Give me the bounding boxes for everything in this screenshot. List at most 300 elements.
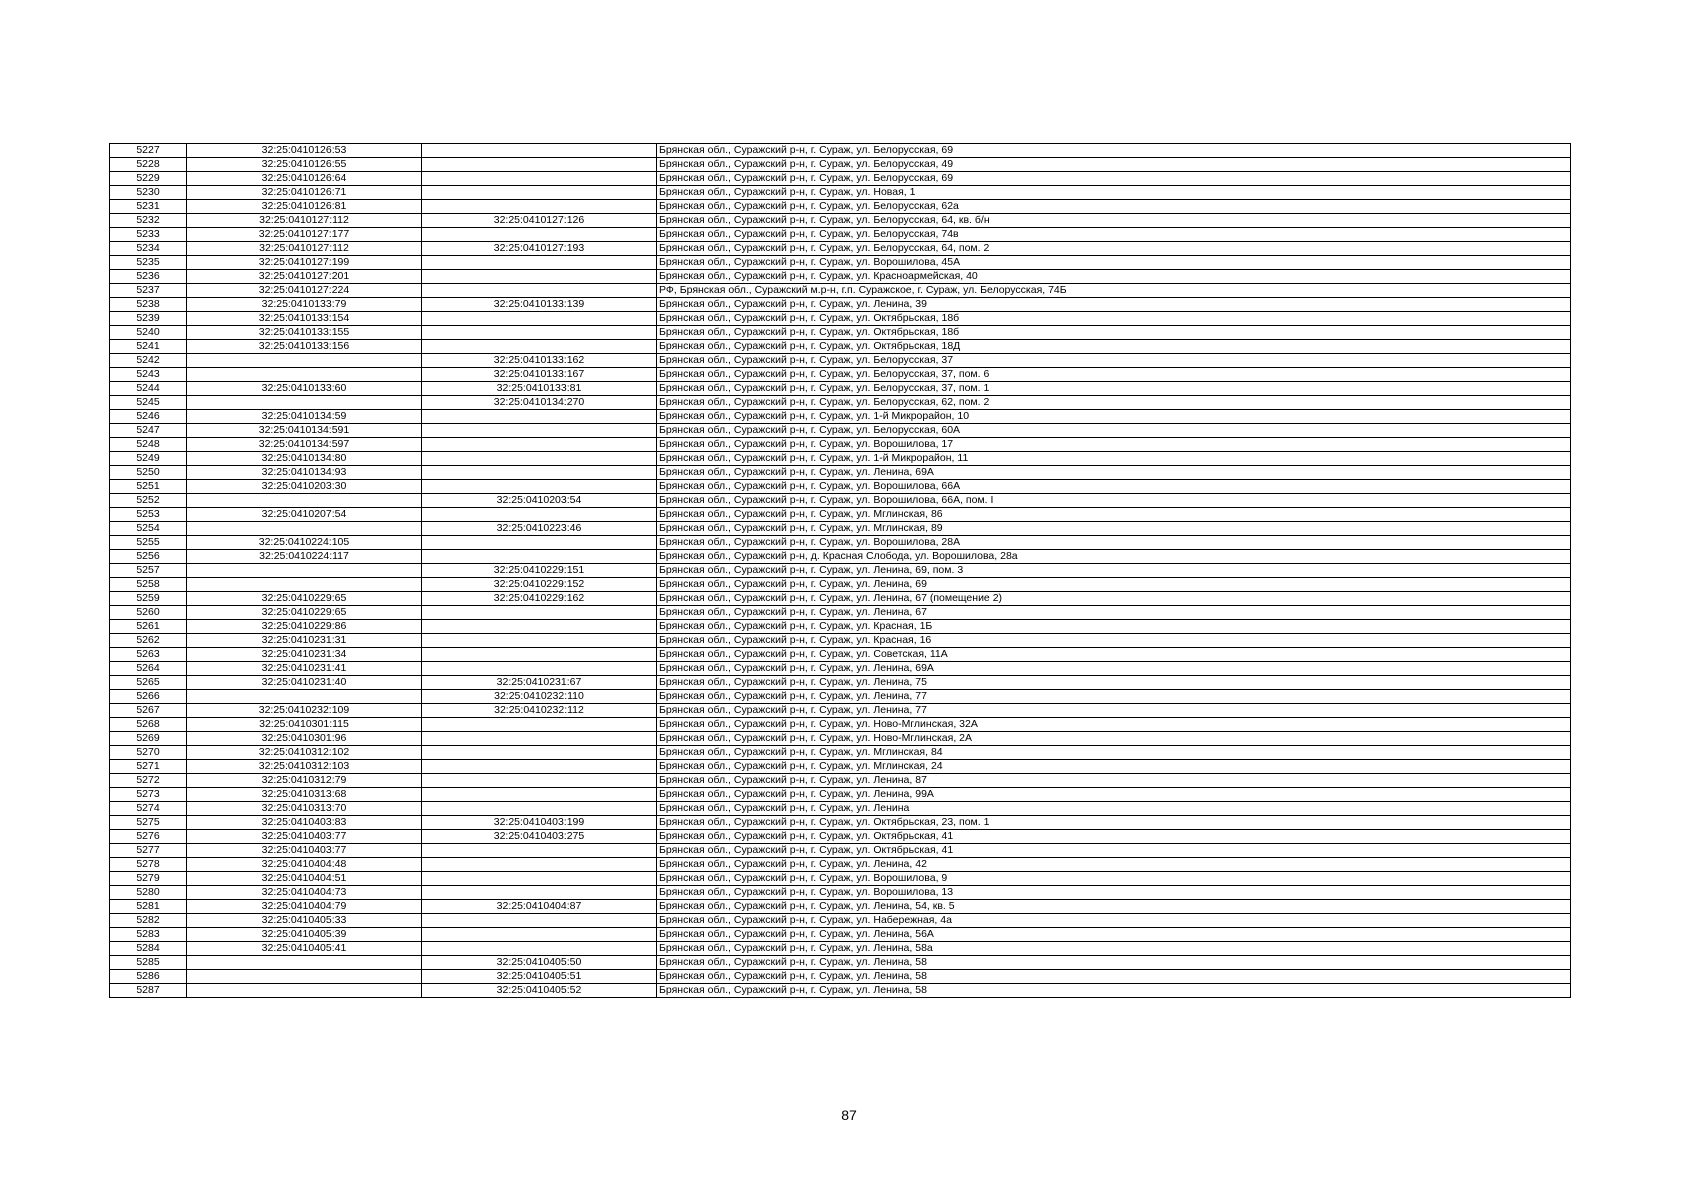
row-number-cell: 5252 xyxy=(110,494,187,508)
row-number-cell: 5234 xyxy=(110,242,187,256)
cadastral-number-cell xyxy=(187,578,422,592)
row-number-cell: 5264 xyxy=(110,662,187,676)
row-number-cell: 5230 xyxy=(110,186,187,200)
table-row xyxy=(110,158,1571,172)
row-number-cell: 5229 xyxy=(110,172,187,186)
table-row xyxy=(110,564,1571,578)
cadastral-number-cell: 32:25:0410405:41 xyxy=(187,942,422,956)
row-number-cell: 5228 xyxy=(110,158,187,172)
cadastral-number-cell: 32:25:0410133:156 xyxy=(187,340,422,354)
address-cell: Брянская обл., Суражский р-н, г. Сураж, ул. Белорусская, 64, кв. б/н xyxy=(657,214,1571,228)
cadastral-number-cell: 32:25:0410127:201 xyxy=(187,270,422,284)
cadastral-number-cell: 32:25:0410231:34 xyxy=(187,648,422,662)
address-cell: Брянская обл., Суражский р-н, г. Сураж, ул. Ленина, 69А xyxy=(657,662,1571,676)
table-row xyxy=(110,578,1571,592)
row-number-cell: 5251 xyxy=(110,480,187,494)
cadastral-number-cell: 32:25:0410127:199 xyxy=(187,256,422,270)
address-cell: Брянская обл., Суражский р-н, г. Сураж, ул. Ворошилова, 13 xyxy=(657,886,1571,900)
address-cell: Брянская обл., Суражский р-н, г. Сураж, ул. Красная, 16 xyxy=(657,634,1571,648)
row-number-cell: 5271 xyxy=(110,760,187,774)
related-cadastral-number-cell xyxy=(422,466,657,480)
address-cell: Брянская обл., Суражский р-н, г. Сураж, ул. Советская, 11А xyxy=(657,648,1571,662)
table-row xyxy=(110,620,1571,634)
row-number-cell: 5250 xyxy=(110,466,187,480)
table-row xyxy=(110,956,1571,970)
address-cell: Брянская обл., Суражский р-н, г. Сураж, ул. Белорусская, 69 xyxy=(657,172,1571,186)
related-cadastral-number-cell xyxy=(422,928,657,942)
cadastral-number-cell: 32:25:0410313:68 xyxy=(187,788,422,802)
related-cadastral-number-cell xyxy=(422,606,657,620)
related-cadastral-number-cell xyxy=(422,620,657,634)
row-number-cell: 5231 xyxy=(110,200,187,214)
address-cell: Брянская обл., Суражский р-н, г. Сураж, ул. Ленина, 77 xyxy=(657,690,1571,704)
related-cadastral-number-cell xyxy=(422,942,657,956)
table-row xyxy=(110,634,1571,648)
address-cell: Брянская обл., Суражский р-н, г. Сураж, ул. Белорусская, 74в xyxy=(657,228,1571,242)
table-row xyxy=(110,774,1571,788)
row-number-cell: 5236 xyxy=(110,270,187,284)
row-number-cell: 5280 xyxy=(110,886,187,900)
table-row xyxy=(110,900,1571,914)
table-row xyxy=(110,228,1571,242)
table-row xyxy=(110,480,1571,494)
related-cadastral-number-cell xyxy=(422,718,657,732)
table-row xyxy=(110,368,1571,382)
address-cell: Брянская обл., Суражский р-н, г. Сураж, ул. Белорусская, 64, пом. 2 xyxy=(657,242,1571,256)
table-row xyxy=(110,704,1571,718)
related-cadastral-number-cell xyxy=(422,340,657,354)
cadastral-number-cell: 32:25:0410224:117 xyxy=(187,550,422,564)
address-cell: Брянская обл., Суражский р-н, г. Сураж, ул. Белорусская, 37 xyxy=(657,354,1571,368)
related-cadastral-number-cell xyxy=(422,452,657,466)
row-number-cell: 5269 xyxy=(110,732,187,746)
table-row xyxy=(110,746,1571,760)
row-number-cell: 5243 xyxy=(110,368,187,382)
cadastral-number-cell: 32:25:0410313:70 xyxy=(187,802,422,816)
row-number-cell: 5239 xyxy=(110,312,187,326)
address-cell: Брянская обл., Суражский р-н, г. Сураж, ул. Октябрьская, 18Д xyxy=(657,340,1571,354)
cadastral-number-cell: 32:25:0410232:109 xyxy=(187,704,422,718)
address-cell: Брянская обл., Суражский р-н, г. Сураж, ул. Октябрьская, 41 xyxy=(657,830,1571,844)
row-number-cell: 5275 xyxy=(110,816,187,830)
address-cell: Брянская обл., Суражский р-н, г. Сураж, ул. Ленина, 99А xyxy=(657,788,1571,802)
cadastral-number-cell xyxy=(187,984,422,998)
related-cadastral-number-cell xyxy=(422,424,657,438)
related-cadastral-number-cell: 32:25:0410231:67 xyxy=(422,676,657,690)
row-number-cell: 5268 xyxy=(110,718,187,732)
row-number-cell: 5247 xyxy=(110,424,187,438)
related-cadastral-number-cell: 32:25:0410403:275 xyxy=(422,830,657,844)
row-number-cell: 5267 xyxy=(110,704,187,718)
table-row xyxy=(110,788,1571,802)
cadastral-number-cell: 32:25:0410405:33 xyxy=(187,914,422,928)
table-row xyxy=(110,312,1571,326)
table-row xyxy=(110,466,1571,480)
cadastral-number-cell: 32:25:0410229:65 xyxy=(187,592,422,606)
address-cell: Брянская обл., Суражский р-н, г. Сураж, ул. Набережная, 4а xyxy=(657,914,1571,928)
address-cell: Брянская обл., Суражский р-н, г. Сураж, ул. Красная, 1Б xyxy=(657,620,1571,634)
cadastral-number-cell: 32:25:0410231:40 xyxy=(187,676,422,690)
table-row xyxy=(110,970,1571,984)
related-cadastral-number-cell xyxy=(422,634,657,648)
table-row xyxy=(110,592,1571,606)
cadastral-number-cell: 32:25:0410133:60 xyxy=(187,382,422,396)
table-row xyxy=(110,802,1571,816)
table-row xyxy=(110,242,1571,256)
address-cell: Брянская обл., Суражский р-н, г. Сураж, ул. 1-й Микрорайон, 11 xyxy=(657,452,1571,466)
table-row xyxy=(110,144,1571,158)
cadastral-number-cell: 32:25:0410224:105 xyxy=(187,536,422,550)
cadastral-number-cell: 32:25:0410126:55 xyxy=(187,158,422,172)
address-cell: Брянская обл., Суражский р-н, г. Сураж, ул. Белорусская, 37, пом. 1 xyxy=(657,382,1571,396)
address-cell: Брянская обл., Суражский р-н, г. Сураж, ул. Ворошилова, 28А xyxy=(657,536,1571,550)
row-number-cell: 5284 xyxy=(110,942,187,956)
cadastral-number-cell: 32:25:0410405:39 xyxy=(187,928,422,942)
related-cadastral-number-cell xyxy=(422,732,657,746)
address-cell: Брянская обл., Суражский р-н, г. Сураж, ул. Ленина, 58а xyxy=(657,942,1571,956)
row-number-cell: 5273 xyxy=(110,788,187,802)
related-cadastral-number-cell xyxy=(422,186,657,200)
cadastral-number-cell xyxy=(187,522,422,536)
related-cadastral-number-cell xyxy=(422,858,657,872)
related-cadastral-number-cell: 32:25:0410134:270 xyxy=(422,396,657,410)
row-number-cell: 5265 xyxy=(110,676,187,690)
row-number-cell: 5259 xyxy=(110,592,187,606)
cadastral-number-cell xyxy=(187,690,422,704)
related-cadastral-number-cell xyxy=(422,144,657,158)
related-cadastral-number-cell xyxy=(422,312,657,326)
row-number-cell: 5263 xyxy=(110,648,187,662)
row-number-cell: 5235 xyxy=(110,256,187,270)
related-cadastral-number-cell xyxy=(422,172,657,186)
cadastral-number-cell: 32:25:0410404:48 xyxy=(187,858,422,872)
address-cell: Брянская обл., Суражский р-н, г. Сураж, ул. Мглинская, 24 xyxy=(657,760,1571,774)
row-number-cell: 5283 xyxy=(110,928,187,942)
table-row xyxy=(110,186,1571,200)
row-number-cell: 5276 xyxy=(110,830,187,844)
related-cadastral-number-cell xyxy=(422,158,657,172)
cadastral-number-cell: 32:25:0410207:54 xyxy=(187,508,422,522)
address-cell: Брянская обл., Суражский р-н, г. Сураж, ул. Ленина, 69, пом. 3 xyxy=(657,564,1571,578)
row-number-cell: 5255 xyxy=(110,536,187,550)
data-table xyxy=(109,143,1571,998)
row-number-cell: 5260 xyxy=(110,606,187,620)
table-row xyxy=(110,522,1571,536)
address-cell: Брянская обл., Суражский р-н, г. Сураж, ул. Ленина, 58 xyxy=(657,970,1571,984)
table-row xyxy=(110,214,1571,228)
cadastral-number-cell: 32:25:0410134:80 xyxy=(187,452,422,466)
table-body xyxy=(110,144,1571,998)
address-cell: Брянская обл., Суражский р-н, г. Сураж, ул. Белорусская, 60А xyxy=(657,424,1571,438)
address-cell: Брянская обл., Суражский р-н, г. Сураж, ул. Белорусская, 37, пом. 6 xyxy=(657,368,1571,382)
related-cadastral-number-cell: 32:25:0410133:162 xyxy=(422,354,657,368)
address-cell: Брянская обл., Суражский р-н, г. Сураж, ул. Ново-Мглинская, 2А xyxy=(657,732,1571,746)
related-cadastral-number-cell xyxy=(422,480,657,494)
related-cadastral-number-cell: 32:25:0410229:162 xyxy=(422,592,657,606)
row-number-cell: 5256 xyxy=(110,550,187,564)
table-row xyxy=(110,200,1571,214)
related-cadastral-number-cell: 32:25:0410127:126 xyxy=(422,214,657,228)
row-number-cell: 5258 xyxy=(110,578,187,592)
related-cadastral-number-cell xyxy=(422,886,657,900)
row-number-cell: 5249 xyxy=(110,452,187,466)
cadastral-number-cell: 32:25:0410404:51 xyxy=(187,872,422,886)
address-cell: Брянская обл., Суражский р-н, г. Сураж, ул. Белорусская, 49 xyxy=(657,158,1571,172)
table-row xyxy=(110,396,1571,410)
cadastral-number-cell: 32:25:0410403:83 xyxy=(187,816,422,830)
table-row xyxy=(110,172,1571,186)
row-number-cell: 5242 xyxy=(110,354,187,368)
table-row xyxy=(110,494,1571,508)
related-cadastral-number-cell xyxy=(422,788,657,802)
related-cadastral-number-cell xyxy=(422,774,657,788)
address-cell: Брянская обл., Суражский р-н, г. Сураж, ул. Ленина xyxy=(657,802,1571,816)
related-cadastral-number-cell: 32:25:0410223:46 xyxy=(422,522,657,536)
cadastral-number-cell xyxy=(187,396,422,410)
cadastral-number-cell: 32:25:0410134:597 xyxy=(187,438,422,452)
table-row xyxy=(110,718,1571,732)
row-number-cell: 5241 xyxy=(110,340,187,354)
address-cell: Брянская обл., Суражский р-н, г. Сураж, ул. Белорусская, 62, пом. 2 xyxy=(657,396,1571,410)
related-cadastral-number-cell xyxy=(422,844,657,858)
row-number-cell: 5232 xyxy=(110,214,187,228)
row-number-cell: 5272 xyxy=(110,774,187,788)
cadastral-number-cell: 32:25:0410231:31 xyxy=(187,634,422,648)
row-number-cell: 5279 xyxy=(110,872,187,886)
table-row xyxy=(110,438,1571,452)
row-number-cell: 5253 xyxy=(110,508,187,522)
related-cadastral-number-cell xyxy=(422,326,657,340)
address-cell: Брянская обл., Суражский р-н, г. Сураж, ул. Красноармейская, 40 xyxy=(657,270,1571,284)
table-row xyxy=(110,928,1571,942)
cadastral-number-cell xyxy=(187,354,422,368)
table-row xyxy=(110,256,1571,270)
row-number-cell: 5285 xyxy=(110,956,187,970)
related-cadastral-number-cell: 32:25:0410203:54 xyxy=(422,494,657,508)
address-cell: Брянская обл., Суражский р-н, г. Сураж, ул. Ворошилова, 66А xyxy=(657,480,1571,494)
page-number: 87 xyxy=(841,1107,857,1123)
cadastral-number-cell: 32:25:0410126:71 xyxy=(187,186,422,200)
table-row xyxy=(110,732,1571,746)
address-cell: Брянская обл., Суражский р-н, г. Сураж, ул. Ленина, 58 xyxy=(657,984,1571,998)
related-cadastral-number-cell xyxy=(422,802,657,816)
cadastral-number-cell: 32:25:0410229:86 xyxy=(187,620,422,634)
address-cell: Брянская обл., Суражский р-н, г. Сураж, ул. Октябрьская, 23, пом. 1 xyxy=(657,816,1571,830)
address-cell: РФ, Брянская обл., Суражский м.р-н, г.п. Суражское, г. Сураж, ул. Белорусская, 74Б xyxy=(657,284,1571,298)
cadastral-number-cell: 32:25:0410403:77 xyxy=(187,830,422,844)
address-cell: Брянская обл., Суражский р-н, г. Сураж, ул. Мглинская, 89 xyxy=(657,522,1571,536)
related-cadastral-number-cell: 32:25:0410229:151 xyxy=(422,564,657,578)
address-cell: Брянская обл., Суражский р-н, г. Сураж, ул. Ленина, 69А xyxy=(657,466,1571,480)
related-cadastral-number-cell: 32:25:0410133:81 xyxy=(422,382,657,396)
related-cadastral-number-cell xyxy=(422,256,657,270)
related-cadastral-number-cell xyxy=(422,508,657,522)
row-number-cell: 5238 xyxy=(110,298,187,312)
table-row xyxy=(110,354,1571,368)
related-cadastral-number-cell: 32:25:0410133:139 xyxy=(422,298,657,312)
row-number-cell: 5240 xyxy=(110,326,187,340)
table-row xyxy=(110,942,1571,956)
related-cadastral-number-cell xyxy=(422,410,657,424)
related-cadastral-number-cell xyxy=(422,200,657,214)
address-cell: Брянская обл., Суражский р-н, г. Сураж, ул. Белорусская, 62а xyxy=(657,200,1571,214)
cadastral-number-cell xyxy=(187,494,422,508)
address-cell: Брянская обл., Суражский р-н, г. Сураж, ул. 1-й Микрорайон, 10 xyxy=(657,410,1571,424)
cadastral-number-cell: 32:25:0410301:115 xyxy=(187,718,422,732)
cadastral-number-cell xyxy=(187,970,422,984)
table-row xyxy=(110,508,1571,522)
related-cadastral-number-cell: 32:25:0410133:167 xyxy=(422,368,657,382)
row-number-cell: 5257 xyxy=(110,564,187,578)
cadastral-number-cell xyxy=(187,564,422,578)
row-number-cell: 5233 xyxy=(110,228,187,242)
address-cell: Брянская обл., Суражский р-н, г. Сураж, ул. Ленина, 87 xyxy=(657,774,1571,788)
cadastral-number-cell: 32:25:0410134:59 xyxy=(187,410,422,424)
table-row xyxy=(110,606,1571,620)
row-number-cell: 5287 xyxy=(110,984,187,998)
table-row xyxy=(110,410,1571,424)
related-cadastral-number-cell xyxy=(422,228,657,242)
cadastral-number-cell: 32:25:0410134:591 xyxy=(187,424,422,438)
row-number-cell: 5281 xyxy=(110,900,187,914)
address-cell: Брянская обл., Суражский р-н, г. Сураж, ул. Октябрьская, 41 xyxy=(657,844,1571,858)
cadastral-number-cell: 32:25:0410134:93 xyxy=(187,466,422,480)
table-row xyxy=(110,830,1571,844)
address-cell: Брянская обл., Суражский р-н, г. Сураж, ул. Ленина, 56А xyxy=(657,928,1571,942)
address-cell: Брянская обл., Суражский р-н, г. Сураж, ул. Ново-Мглинская, 32А xyxy=(657,718,1571,732)
address-cell: Брянская обл., Суражский р-н, д. Красная Слобода, ул. Ворошилова, 28а xyxy=(657,550,1571,564)
related-cadastral-number-cell xyxy=(422,284,657,298)
cadastral-number-cell: 32:25:0410126:53 xyxy=(187,144,422,158)
related-cadastral-number-cell xyxy=(422,662,657,676)
table-row xyxy=(110,270,1571,284)
address-cell: Брянская обл., Суражский р-н, г. Сураж, ул. Ворошилова, 17 xyxy=(657,438,1571,452)
cadastral-number-cell: 32:25:0410301:96 xyxy=(187,732,422,746)
cadastral-number-cell: 32:25:0410133:154 xyxy=(187,312,422,326)
address-cell: Брянская обл., Суражский р-н, г. Сураж, ул. Ворошилова, 66А, пом. I xyxy=(657,494,1571,508)
table-row xyxy=(110,452,1571,466)
cadastral-number-cell: 32:25:0410229:65 xyxy=(187,606,422,620)
cadastral-number-cell: 32:25:0410203:30 xyxy=(187,480,422,494)
cadastral-number-cell: 32:25:0410312:102 xyxy=(187,746,422,760)
related-cadastral-number-cell xyxy=(422,438,657,452)
related-cadastral-number-cell xyxy=(422,536,657,550)
row-number-cell: 5244 xyxy=(110,382,187,396)
cadastral-number-cell: 32:25:0410126:81 xyxy=(187,200,422,214)
table-row xyxy=(110,648,1571,662)
table-row xyxy=(110,536,1571,550)
row-number-cell: 5282 xyxy=(110,914,187,928)
address-cell: Брянская обл., Суражский р-н, г. Сураж, ул. Ворошилова, 9 xyxy=(657,872,1571,886)
related-cadastral-number-cell: 32:25:0410229:152 xyxy=(422,578,657,592)
address-cell: Брянская обл., Суражский р-н, г. Сураж, ул. Ленина, 75 xyxy=(657,676,1571,690)
related-cadastral-number-cell xyxy=(422,760,657,774)
row-number-cell: 5270 xyxy=(110,746,187,760)
address-cell: Брянская обл., Суражский р-н, г. Сураж, ул. Ленина, 69 xyxy=(657,578,1571,592)
cadastral-number-cell xyxy=(187,956,422,970)
table-row xyxy=(110,382,1571,396)
address-cell: Брянская обл., Суражский р-н, г. Сураж, ул. Ленина, 58 xyxy=(657,956,1571,970)
row-number-cell: 5286 xyxy=(110,970,187,984)
address-cell: Брянская обл., Суражский р-н, г. Сураж, ул. Белорусская, 69 xyxy=(657,144,1571,158)
cadastral-number-cell: 32:25:0410126:64 xyxy=(187,172,422,186)
row-number-cell: 5266 xyxy=(110,690,187,704)
row-number-cell: 5262 xyxy=(110,634,187,648)
address-cell: Брянская обл., Суражский р-н, г. Сураж, ул. Ворошилова, 45А xyxy=(657,256,1571,270)
row-number-cell: 5278 xyxy=(110,858,187,872)
row-number-cell: 5254 xyxy=(110,522,187,536)
related-cadastral-number-cell xyxy=(422,270,657,284)
related-cadastral-number-cell xyxy=(422,914,657,928)
address-cell: Брянская обл., Суражский р-н, г. Сураж, ул. Октябрьская, 18б xyxy=(657,326,1571,340)
address-cell: Брянская обл., Суражский р-н, г. Сураж, ул. Ленина, 67 (помещение 2) xyxy=(657,592,1571,606)
row-number-cell: 5246 xyxy=(110,410,187,424)
table-row xyxy=(110,340,1571,354)
table-row xyxy=(110,676,1571,690)
related-cadastral-number-cell xyxy=(422,550,657,564)
row-number-cell: 5237 xyxy=(110,284,187,298)
row-number-cell: 5245 xyxy=(110,396,187,410)
table-row xyxy=(110,914,1571,928)
related-cadastral-number-cell xyxy=(422,872,657,886)
related-cadastral-number-cell: 32:25:0410405:52 xyxy=(422,984,657,998)
address-cell: Брянская обл., Суражский р-н, г. Сураж, ул. Ленина, 67 xyxy=(657,606,1571,620)
address-cell: Брянская обл., Суражский р-н, г. Сураж, ул. Ленина, 39 xyxy=(657,298,1571,312)
related-cadastral-number-cell: 32:25:0410405:50 xyxy=(422,956,657,970)
row-number-cell: 5227 xyxy=(110,144,187,158)
cadastral-number-cell: 32:25:0410231:41 xyxy=(187,662,422,676)
table-row xyxy=(110,662,1571,676)
table-row xyxy=(110,816,1571,830)
table-row xyxy=(110,326,1571,340)
address-cell: Брянская обл., Суражский р-н, г. Сураж, ул. Мглинская, 84 xyxy=(657,746,1571,760)
cadastral-number-cell: 32:25:0410404:79 xyxy=(187,900,422,914)
table-row xyxy=(110,844,1571,858)
row-number-cell: 5274 xyxy=(110,802,187,816)
table-row xyxy=(110,760,1571,774)
related-cadastral-number-cell: 32:25:0410232:112 xyxy=(422,704,657,718)
address-cell: Брянская обл., Суражский р-н, г. Сураж, ул. Ленина, 42 xyxy=(657,858,1571,872)
related-cadastral-number-cell: 32:25:0410232:110 xyxy=(422,690,657,704)
table-row xyxy=(110,984,1571,998)
row-number-cell: 5248 xyxy=(110,438,187,452)
cadastral-number-cell: 32:25:0410127:112 xyxy=(187,242,422,256)
cadastral-number-cell xyxy=(187,368,422,382)
related-cadastral-number-cell: 32:25:0410405:51 xyxy=(422,970,657,984)
related-cadastral-number-cell xyxy=(422,648,657,662)
table-row xyxy=(110,424,1571,438)
cadastral-number-cell: 32:25:0410312:79 xyxy=(187,774,422,788)
table-row xyxy=(110,858,1571,872)
address-cell: Брянская обл., Суражский р-н, г. Сураж, ул. Октябрьская, 18б xyxy=(657,312,1571,326)
related-cadastral-number-cell: 32:25:0410404:87 xyxy=(422,900,657,914)
cadastral-number-cell: 32:25:0410127:177 xyxy=(187,228,422,242)
address-cell: Брянская обл., Суражский р-н, г. Сураж, ул. Мглинская, 86 xyxy=(657,508,1571,522)
table-row xyxy=(110,550,1571,564)
cadastral-number-cell: 32:25:0410312:103 xyxy=(187,760,422,774)
table-row xyxy=(110,690,1571,704)
cadastral-number-cell: 32:25:0410127:112 xyxy=(187,214,422,228)
table-row xyxy=(110,284,1571,298)
table-row xyxy=(110,298,1571,312)
table-row xyxy=(110,886,1571,900)
address-cell: Брянская обл., Суражский р-н, г. Сураж, ул. Новая, 1 xyxy=(657,186,1571,200)
related-cadastral-number-cell: 32:25:0410127:193 xyxy=(422,242,657,256)
cadastral-number-cell: 32:25:0410404:73 xyxy=(187,886,422,900)
address-cell: Брянская обл., Суражский р-н, г. Сураж, ул. Ленина, 54, кв. 5 xyxy=(657,900,1571,914)
row-number-cell: 5261 xyxy=(110,620,187,634)
cadastral-number-cell: 32:25:0410133:79 xyxy=(187,298,422,312)
